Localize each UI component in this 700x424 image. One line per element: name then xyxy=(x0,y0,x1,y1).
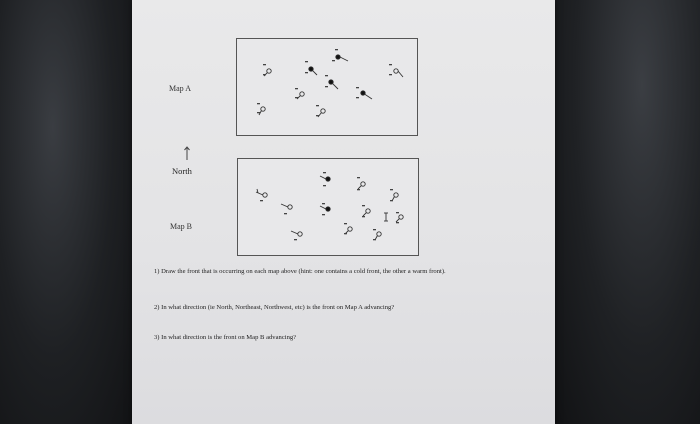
station-plot xyxy=(297,92,304,99)
station-plot xyxy=(363,209,370,216)
map-a-label: Map A xyxy=(169,84,191,93)
north-label: North xyxy=(172,166,192,176)
station-plot xyxy=(329,80,338,89)
map-b-label: Map B xyxy=(170,222,192,231)
station-plot xyxy=(336,55,348,61)
map-a-station-plots xyxy=(237,39,417,135)
worksheet-page xyxy=(132,0,555,424)
station-plot xyxy=(291,231,302,236)
station-plot xyxy=(375,232,381,240)
station-plot xyxy=(396,215,403,222)
station-plot xyxy=(320,206,330,211)
north-arrow-icon xyxy=(181,145,193,161)
background-right xyxy=(555,0,700,424)
station-plot xyxy=(394,69,403,77)
station-plot xyxy=(318,109,325,117)
station-plot xyxy=(345,227,352,234)
station-plot xyxy=(320,176,330,181)
station-plot xyxy=(392,193,398,201)
station-plot-numbers xyxy=(260,172,399,240)
question-3: 3) In what direction is the front on Map B advancing? xyxy=(154,334,297,341)
background-left xyxy=(0,0,132,424)
map-a xyxy=(236,38,418,136)
station-plot-numbers xyxy=(257,49,392,116)
station-plot xyxy=(309,67,317,75)
question-1: 1) Draw the front that is occurring on each map above (hint: one contains a cold front, the other a warm front). xyxy=(154,268,446,275)
map-b xyxy=(237,158,419,256)
question-2: 2) In what direction (ie North, Northeast, Northwest, etc) is the front on Map A advancing? xyxy=(154,304,395,311)
map-b-station-plots xyxy=(238,159,418,255)
station-plot xyxy=(256,189,267,197)
station-plot xyxy=(358,182,365,189)
station-plot xyxy=(281,204,292,209)
station-plot xyxy=(259,107,265,115)
station-plot xyxy=(361,91,372,99)
